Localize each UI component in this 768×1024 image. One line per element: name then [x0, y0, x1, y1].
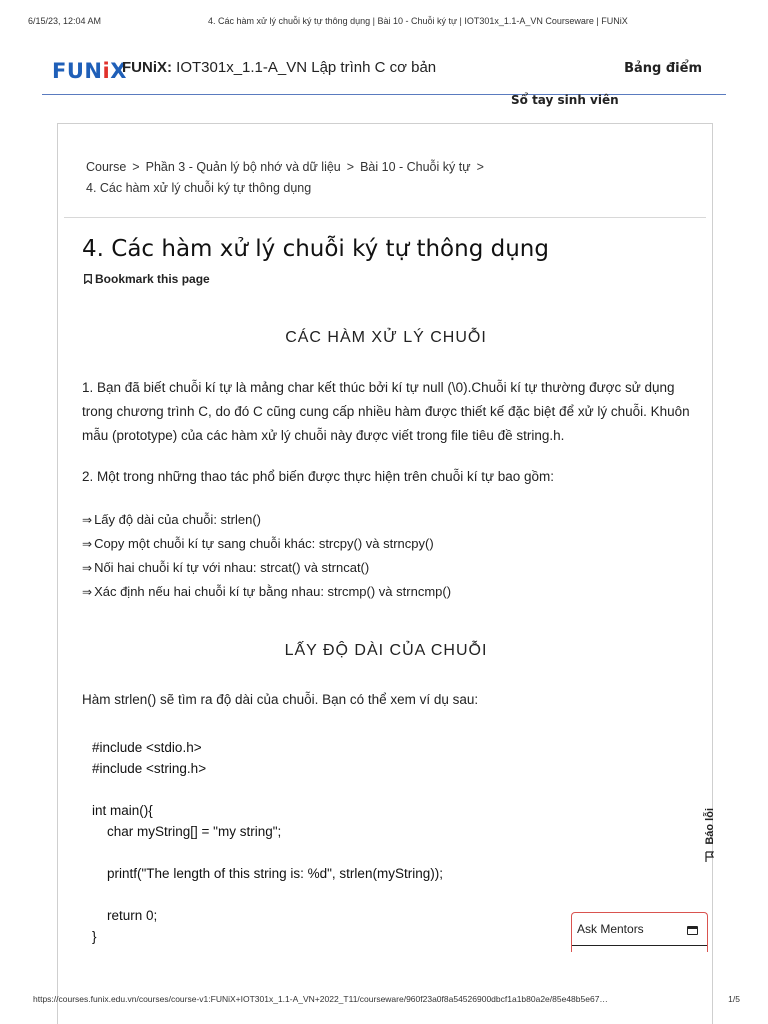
paragraph: 2. Một trong những thao tác phổ biến được thực hiện trên chuỗi kí tự bao gồm: — [82, 469, 555, 484]
list-item: ⇒ Lấy độ dài của chuỗi: strlen() — [82, 512, 261, 527]
paragraph: 1. Bạn đã biết chuỗi kí tự là mảng char kết thúc bởi kí tự null (\0).Chuỗi kí tự thường được sử dụng trong chương trình C, do đó C cũng cung cấp nhiều hàm được thiết kế đặc biệt để xử lý chuỗi. Khuôn mẫu (prototype) của các hàm xử lý chuỗi này được viết trong file tiêu đề string.h. — [82, 380, 690, 443]
course-title — [122, 59, 436, 76]
divider — [572, 945, 707, 946]
list-item: ⇒ Copy một chuỗi kí tự sang chuỗi khác: strcpy() và strncpy() — [82, 536, 434, 551]
breadcrumb-current: 4. Các hàm xử lý chuỗi ký tự thông dụng — [86, 181, 312, 195]
window-icon[interactable] — [687, 926, 698, 935]
flag-icon — [705, 851, 715, 863]
print-header — [28, 16, 740, 26]
student-handbook-link[interactable]: Sổ tay sinh viên — [511, 93, 619, 107]
course-prefix: FUNiX: — [122, 59, 172, 76]
progress-link[interactable]: Bảng điểm — [624, 61, 702, 76]
top-navigation-bar — [42, 50, 726, 95]
breadcrumb-separator: > — [476, 160, 484, 174]
report-error-label: Báo lỗi — [704, 808, 716, 845]
section-heading: CÁC HÀM XỬ LÝ CHUỖI — [285, 329, 487, 346]
funix-logo[interactable]: FUNiX — [52, 59, 127, 83]
page-number: 1/5 — [728, 994, 740, 1004]
course-name: IOT301x_1.1-A_VN Lập trình C cơ bản — [176, 59, 437, 76]
operations-list — [82, 508, 451, 604]
divider — [64, 217, 706, 218]
breadcrumb-course[interactable]: Course — [86, 160, 127, 174]
bookmark-button[interactable] — [84, 272, 210, 286]
breadcrumb-separator: > — [346, 160, 355, 174]
breadcrumb — [86, 157, 686, 199]
print-title: 4. Các hàm xử lý chuỗi ký tự thông dụng | Bài 10 - Chuỗi ký tự | IOT301x_1.1-A_VN Courseware | FUNiX — [208, 16, 628, 26]
ask-mentors-label: Ask Mentors — [577, 922, 644, 936]
arrow-icon: ⇒ — [82, 585, 93, 599]
bookmark-icon — [84, 274, 92, 284]
course-content-panel — [57, 123, 713, 1024]
arrow-icon: ⇒ — [82, 561, 93, 575]
arrow-icon: ⇒ — [82, 537, 93, 551]
list-item: ⇒ Nối hai chuỗi kí tự với nhau: strcat() và strncat() — [82, 560, 370, 575]
print-url: https://courses.funix.edu.vn/courses/course-v1:FUNiX+IOT301x_1.1-A_VN+2022_T11/courseware/960f23a0f8a54526900dbcf1a1b80a2e/85e48b5e67… — [33, 994, 608, 1004]
ask-mentors-widget[interactable] — [571, 912, 708, 952]
section-heading: LẤY ĐỘ DÀI CỦA CHUỖI — [284, 642, 488, 659]
code-example: #include <stdio.h> #include <string.h> int main(){ char myString[] = "my string"; printf("The length of this string is: %d", strlen(myString)); return 0; } — [92, 740, 443, 944]
breadcrumb-section[interactable]: Phần 3 - Quản lý bộ nhớ và dữ liệu — [145, 160, 341, 174]
page-title: 4. Các hàm xử lý chuỗi ký tự thông dụng — [82, 236, 549, 262]
report-error-tab[interactable] — [700, 808, 720, 878]
list-item: ⇒ Xác định nếu hai chuỗi kí tự bằng nhau: strcmp() và strncmp() — [82, 584, 452, 599]
breadcrumb-separator: > — [132, 160, 140, 174]
print-footer — [33, 994, 740, 1004]
print-datetime: 6/15/23, 12:04 AM — [28, 16, 102, 26]
bookmark-label: Bookmark this page — [95, 272, 210, 286]
breadcrumb-lesson[interactable]: Bài 10 - Chuỗi ký tự — [360, 160, 471, 174]
arrow-icon: ⇒ — [82, 513, 93, 527]
paragraph: Hàm strlen() sẽ tìm ra độ dài của chuỗi. Bạn có thể xem ví dụ sau: — [82, 692, 479, 707]
